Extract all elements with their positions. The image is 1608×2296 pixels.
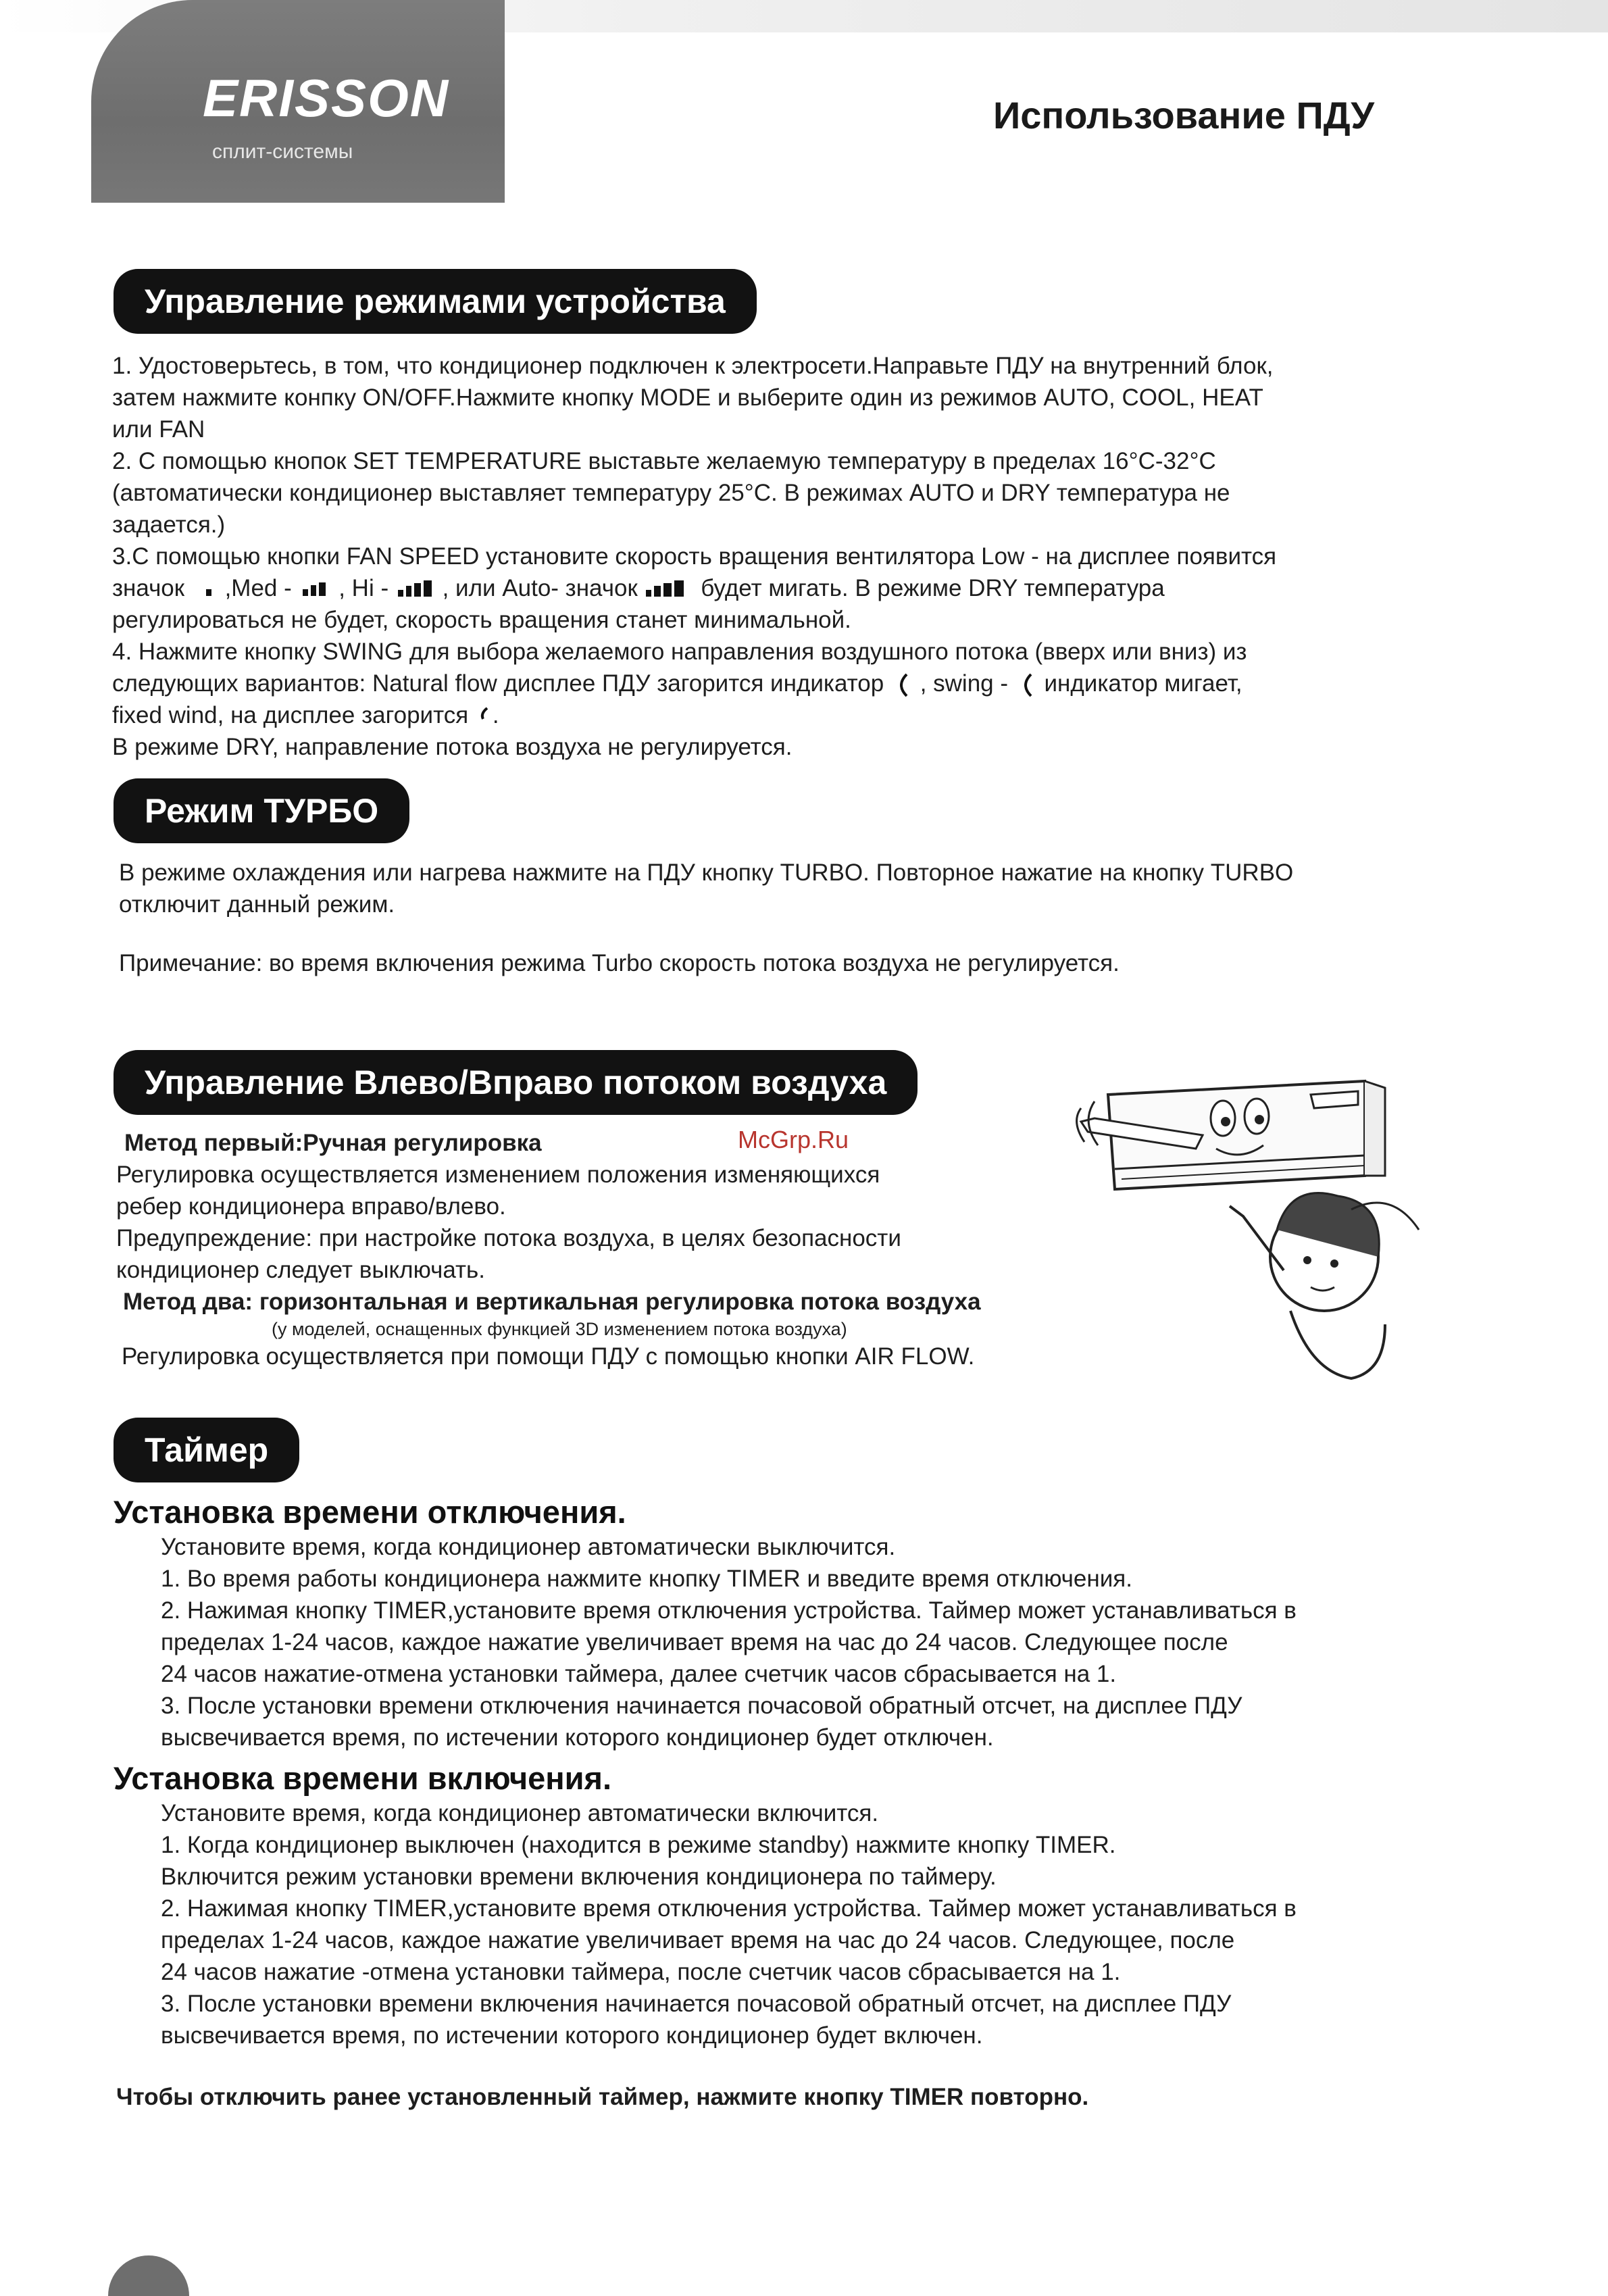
timer-off-text — [161, 1531, 1553, 1753]
ac-unit-illustration — [1067, 1054, 1554, 1392]
modes-line: 1. Удостоверьтесь, в том, что кондиционер подключен к электросети.Направьте ПДУ на внутренний блок, — [112, 353, 1274, 379]
modes-fixed-line: fixed wind, на дисплее загорится . — [112, 702, 499, 728]
fan-med-icon — [299, 581, 332, 599]
timer-on-line: пределах 1-24 часов, каждое нажатие увеличивает время на час до 24 часов. Следующее, после — [161, 1927, 1235, 1953]
section-heading-airflow: Управление Влево/Вправо потоком воздуха — [114, 1050, 918, 1115]
brand-subtitle: сплит-системы — [212, 141, 353, 163]
fan-text-b: ,Med - — [224, 575, 292, 601]
timer-off-line: высвечивается время, по истечении которого кондиционер будет отключен. — [161, 1724, 994, 1751]
turbo-note: Примечание: во время включения режима Turbo скорость потока воздуха не регулируется. — [119, 950, 1120, 976]
watermark: McGrp.Ru — [738, 1126, 849, 1153]
section-heading-timer: Таймер — [114, 1418, 299, 1482]
modes-text — [112, 350, 1531, 763]
method2-line: Регулировка осуществляется при помощи ПДУ с помощью кнопки AIR FLOW. — [122, 1343, 975, 1370]
fan-auto-icon — [645, 580, 695, 599]
modes-line: 2. С помощью кнопок SET TEMPERATURE выставьте желаемую температуру в пределах 16°С-32°С — [112, 448, 1216, 474]
timer-on-text — [161, 1797, 1553, 2051]
modes-line: 4. Нажмите кнопку SWING для выбора желаемого направления воздушного потока (вверх или вниз) из — [112, 639, 1247, 665]
timer-on-title: Установка времени включения. — [114, 1760, 612, 1796]
timer-off-line: 3. После установки времени отключения начинается почасовой обратный отсчет, на дисплее ПДУ — [161, 1693, 1242, 1719]
fan-high-icon — [395, 580, 436, 599]
timer-on-line: высвечивается время, по истечении которого кондиционер будет включен. — [161, 2022, 983, 2049]
fixed-text: fixed wind, на дисплее загорится — [112, 702, 469, 728]
turbo-line: В режиме охлаждения или нагрева нажмите на ПДУ кнопку TURBO. Повторное нажатие на кнопку TURBO — [119, 859, 1294, 886]
method1-line: Регулировка осуществляется изменением положения изменяющихся — [116, 1162, 880, 1188]
method1-line: Предупреждение: при настройке потока воздуха, в целях безопасности — [116, 1225, 901, 1251]
swing-text-b: , swing - — [920, 670, 1008, 697]
modes-line: регулироваться не будет, скорость вращения станет минимальной. — [112, 607, 851, 633]
timer-off-line: 24 часов нажатие-отмена установки таймера, далее счетчик часов сбрасывается на 1. — [161, 1661, 1117, 1687]
modes-dry-line: В режиме DRY, направление потока воздуха не регулируется. — [112, 734, 793, 760]
brand-logo: ERISSON — [203, 68, 450, 128]
timer-on-line: 24 часов нажатие -отмена установки таймера, после счетчик часов сбрасывается на 1. — [161, 1959, 1121, 1985]
timer-off-line: 2. Нажимая кнопку TIMER,установите время отключения устройства. Таймер может устанавливаться в — [161, 1597, 1297, 1624]
timer-on-line: 2. Нажимая кнопку TIMER,установите время отключения устройства. Таймер может устанавливаться в — [161, 1895, 1297, 1922]
modes-line: задается.) — [112, 511, 226, 538]
method2-note: (у моделей, оснащенных функцией 3D изменением потока воздуха) — [272, 1319, 847, 1339]
modes-line: затем нажмите конпку ON/OFF.Нажмите кнопку MODE и выберите один из режимов AUTO, COOL, HEAT — [112, 384, 1263, 411]
swing-text-a: следующих вариантов: Natural flow дисплее ПДУ загорится индикатор — [112, 670, 884, 697]
swing-icon — [1015, 672, 1038, 699]
section-heading-modes: Управление режимами устройства — [114, 269, 757, 334]
method1-line: ребер кондиционера вправо/влево. — [116, 1193, 506, 1220]
modes-line: 3.С помощью кнопки FAN SPEED установите скорость вращения вентилятора Low - на дисплее появится — [112, 543, 1277, 570]
natural-flow-icon — [890, 672, 913, 699]
fan-text-d: , или Auto- значок — [442, 575, 638, 601]
timer-on-line: Включится режим установки времени включения кондиционера по таймеру. — [161, 1864, 997, 1890]
fan-low-icon — [191, 581, 218, 599]
timer-off-line: 1. Во время работы кондиционера нажмите кнопку TIMER и введите время отключения. — [161, 1566, 1132, 1592]
timer-on-line: 3. После установки времени включения начинается почасовой обратный отсчет, на дисплее ПДУ — [161, 1991, 1232, 2017]
footer-page-tab — [108, 2255, 189, 2296]
method2-title: Метод два: горизонтальная и вертикальная регулировка потока воздуха — [123, 1289, 981, 1315]
timer-on-line: 1. Когда кондиционер выключен (находится в режиме standby) нажмите кнопку TIMER. — [161, 1832, 1116, 1858]
timer-on-line: Установите время, когда кондиционер автоматически включится. — [161, 1800, 879, 1826]
section-heading-turbo: Режим ТУРБО — [114, 778, 409, 843]
airflow-text — [116, 1127, 1076, 1372]
modes-swing-line — [112, 668, 1531, 699]
fan-text-c: , Hi - — [338, 575, 389, 601]
timer-off-title: Установка времени отключения. — [114, 1494, 626, 1530]
method1-title: Метод первый:Ручная регулировка — [124, 1130, 542, 1156]
timer-off-line: пределах 1-24 часов, каждое нажатие увеличивает время на час до 24 часов. Следующее после — [161, 1629, 1228, 1655]
turbo-text — [119, 857, 1538, 979]
fixed-wind-icon — [475, 705, 493, 728]
fan-text-a: значок — [112, 575, 185, 601]
modes-fan-line — [112, 572, 1531, 604]
swing-text-c: индикатор мигает, — [1044, 670, 1242, 697]
method1-line: кондиционер следует выключать. — [116, 1257, 486, 1283]
modes-line: (автоматически кондиционер выставляет температуру 25°С. В режимах AUTO и DRY температура не — [112, 480, 1230, 506]
fan-text-e: будет мигать. В режиме DRY температура — [701, 575, 1165, 601]
turbo-line: отключит данный режим. — [119, 891, 395, 918]
page-title: Использование ПДУ — [993, 94, 1375, 136]
modes-line: или FAN — [112, 416, 205, 443]
timer-final-note: Чтобы отключить ранее установленный таймер, нажмите кнопку TIMER повторно. — [116, 2084, 1089, 2110]
timer-off-line: Установите время, когда кондиционер автоматически выключится. — [161, 1534, 896, 1560]
